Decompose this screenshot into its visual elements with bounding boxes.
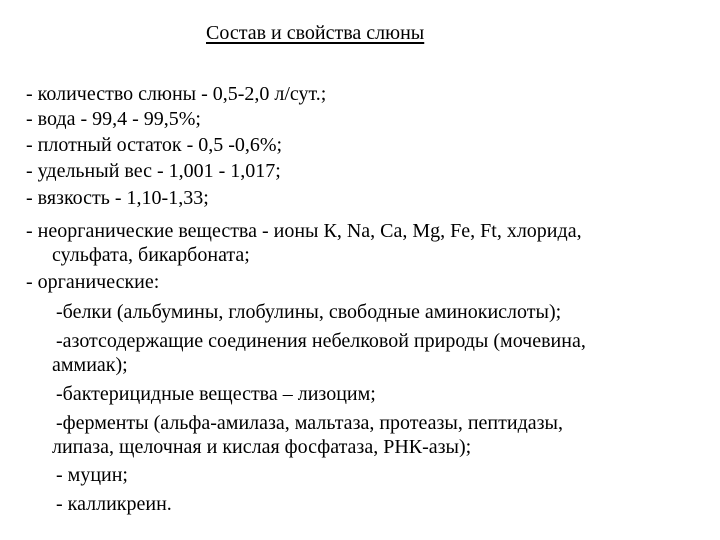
list-item-saliva-amount: - количество слюны - 0,5-2,0 л/сут.; [26,83,327,105]
list-item-water: - вода - 99,4 - 99,5%; [26,108,201,130]
list-subitem-proteins: -белки (альбумины, глобулины, свободные аминокислоты); [56,301,562,323]
slide-title: Состав и свойства слюны [206,22,425,44]
list-item-viscosity: - вязкость - 1,10-1,33; [26,187,209,209]
list-item-specific-gravity: - удельный вес - 1,001 - 1,017; [26,160,281,182]
list-item-inorganic-cont: сульфата, бикарбоната; [52,244,250,266]
list-item-organic: - органические: [26,271,160,293]
list-subitem-bactericidal: -бактерицидные вещества – лизоцим; [56,383,376,405]
list-subitem-enzymes-cont: липаза, щелочная и кислая фосфатаза, РНК-азы); [52,436,472,458]
list-item-inorganic: - неорганические вещества - ионы К, Na, Ca, Mg, Fe, Ft, хлорида, [26,220,582,242]
list-subitem-enzymes: -ферменты (альфа-амилаза, мальтаза, протеазы, пептидазы, [56,412,563,434]
list-subitem-kallikrein: - калликреин. [56,493,172,515]
list-item-dry-residue: - плотный остаток - 0,5 -0,6%; [26,134,283,156]
list-subitem-nitrogen: -азотсодержащие соединения небелковой природы (мочевина, [56,330,586,352]
list-subitem-nitrogen-cont: аммиак); [52,354,128,376]
list-subitem-mucin: - муцин; [56,464,128,486]
